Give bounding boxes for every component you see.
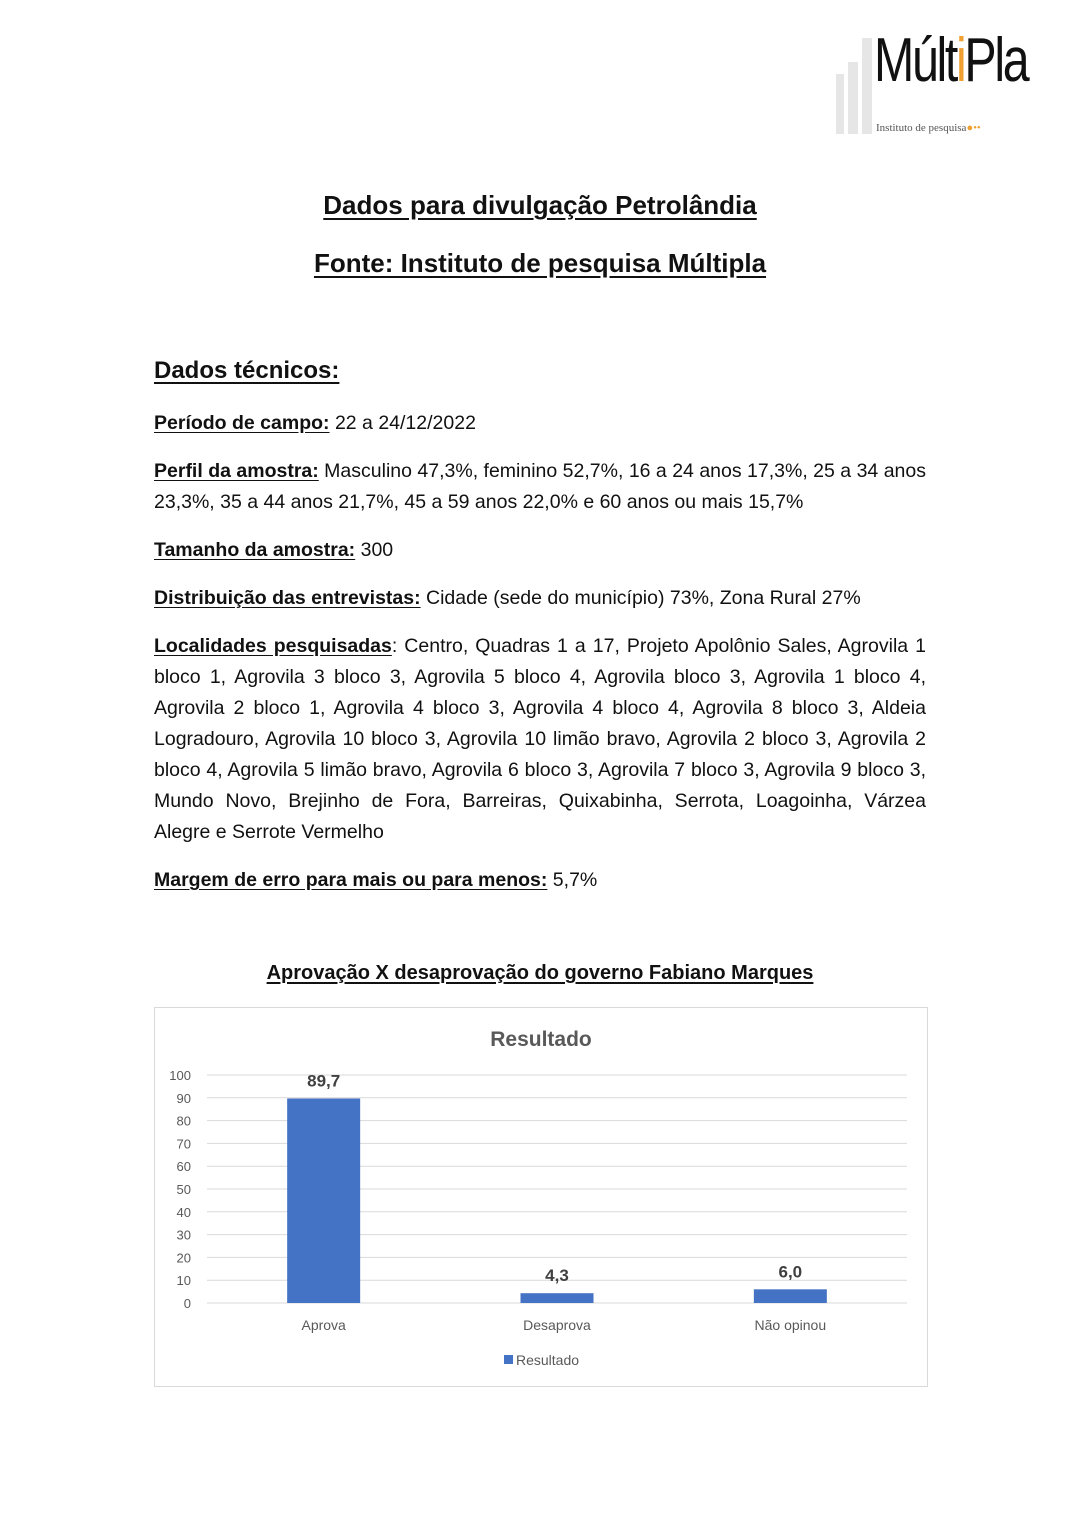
x-tick-label: Não opinou xyxy=(754,1317,827,1333)
technical-data-heading: Dados técnicos: xyxy=(154,357,340,384)
logo-subtitle: Instituto de pesquisa●•• xyxy=(876,122,981,134)
y-tick-label: 40 xyxy=(176,1204,191,1220)
bar xyxy=(754,1289,827,1303)
chart-title: Resultado xyxy=(490,1028,592,1051)
y-tick-label: 90 xyxy=(176,1090,191,1106)
legend-label: Resultado xyxy=(516,1352,580,1368)
multipla-logo xyxy=(834,26,1038,140)
field-period: Período de campo: 22 a 24/12/2022 xyxy=(154,412,476,434)
data-label: 89,7 xyxy=(307,1071,341,1091)
legend-swatch xyxy=(504,1355,513,1364)
document-source: Fonte: Instituto de pesquisa Múltipla xyxy=(313,248,767,278)
field-margin-of-error: Margem de erro para mais ou para menos: 5,7% xyxy=(154,869,598,891)
data-label: 4,3 xyxy=(545,1266,569,1286)
y-tick-label: 50 xyxy=(176,1182,191,1197)
data-label: 6,0 xyxy=(778,1262,803,1282)
x-tick-label: Desaprova xyxy=(523,1317,591,1333)
field-sample-size: Tamanho da amostra: 300 xyxy=(154,539,394,561)
y-tick-label: 0 xyxy=(183,1296,191,1311)
field-localities: Localidades pesquisadas: Centro, Quadras 1 a 17, Projeto Apolônio Sales, Agrovila 1 bloco 1, Agrovila 3 bloco 3, Agrovila 5 bloco 4, Agrovila bloco 3, Agrovila 1 bloco 4, Agrovila 2 bloco 1, Agrovila 4 bloco 3, Agrovila 4 bloco 4, Agrovila 8 bloco 3, Aldeia Logradouro, Agrovila 10 bloco 3, Agrovila 10 limão bravo, Agrovila 2 bloco 3, Agrovila 2 bloco 4, Agrovila 5 limão bravo, Agrovila 6 bloco 3, Agrovila 7 bloco 3, Agrovila 9 bloco 3, Mundo Novo, Brejinho de Fora, Barreiras, Quixabinha, Serrota, Loagoinha, Várzea Alegre e Serrote Vermelho xyxy=(154,635,926,843)
y-tick-label: 20 xyxy=(176,1250,191,1266)
chart-svg xyxy=(155,1008,927,1386)
field-distribution: Distribuição das entrevistas: Cidade (sede do município) 73%, Zona Rural 27% xyxy=(154,587,861,609)
y-tick-label: 70 xyxy=(176,1136,191,1152)
document-title: Dados para divulgação Petrolândia xyxy=(323,190,757,220)
y-tick-label: 80 xyxy=(176,1113,191,1129)
chart-heading: Aprovação X desaprovação do governo Fabiano Marques xyxy=(266,962,814,984)
y-tick-label: 30 xyxy=(176,1227,191,1243)
y-tick-label: 60 xyxy=(176,1159,191,1175)
bar xyxy=(287,1098,360,1303)
bar xyxy=(521,1293,594,1303)
logo-wordmark: MúltiPla xyxy=(874,26,1028,95)
x-tick-label: Aprova xyxy=(301,1317,346,1333)
bar-chart xyxy=(154,1007,928,1387)
field-sample-profile: Perfil da amostra: Masculino 47,3%, feminino 52,7%, 16 a 24 anos 17,3%, 25 a 34 anos 23,3%, 35 a 44 anos 21,7%, 45 a 59 anos 22,0% e 60 anos ou mais 15,7% xyxy=(154,460,926,513)
y-tick-label: 10 xyxy=(176,1273,191,1289)
y-tick-label: 100 xyxy=(169,1068,191,1083)
